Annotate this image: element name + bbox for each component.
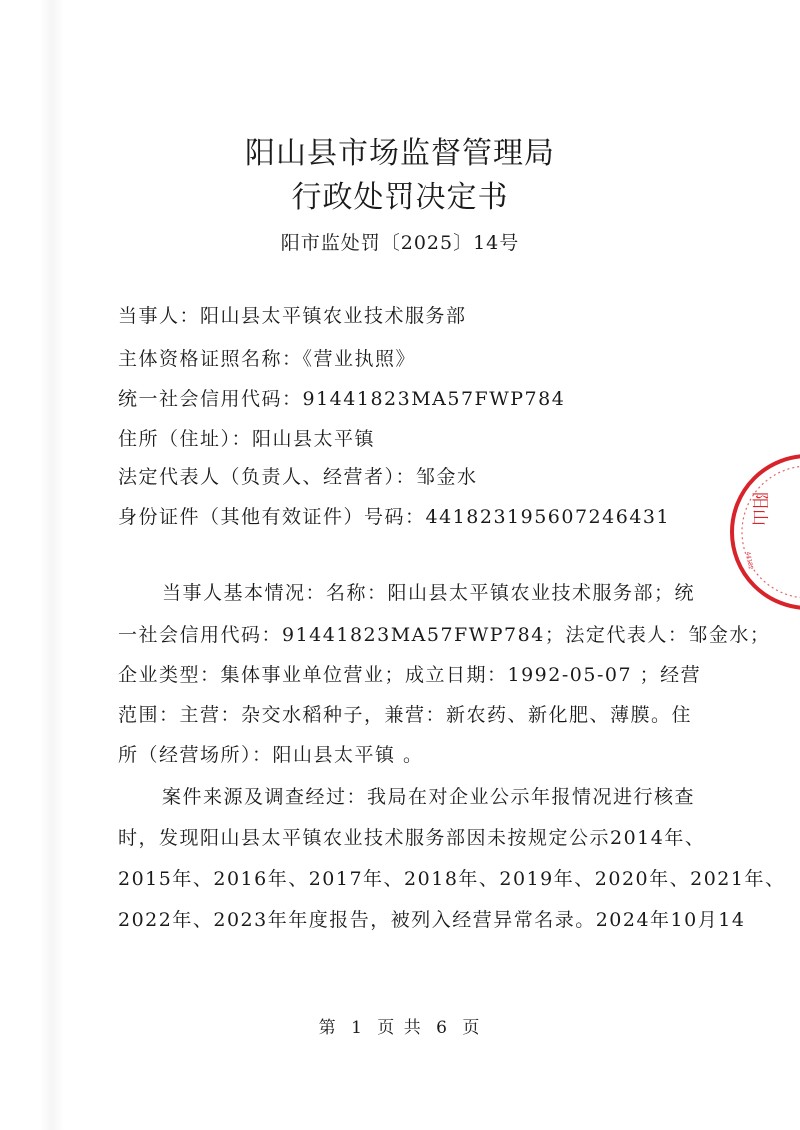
party-legal-rep: 法定代表人（负责人、经营者）：邹金水: [118, 466, 478, 488]
body-line: 案件来源及调查经过：我局在对企业公示年报情况进行核查: [162, 786, 696, 808]
body-line: 一社会信用代码：91441823MA57FWP784；法定代表人：邹金水；: [118, 624, 771, 646]
current-page-number: 1: [351, 1018, 364, 1038]
seal-serial: 44182: [744, 551, 755, 571]
body-line: 时，发现阳山县太平镇农业技术服务部因未按规定公示2014年、: [118, 827, 706, 849]
seal-inner-ring: [742, 466, 800, 598]
document-number: 阳市监处罚〔2025〕14号: [280, 232, 520, 254]
party-address: 住所（住址）：阳山县太平镇: [118, 428, 376, 450]
document-title: 行政处罚决定书: [291, 180, 509, 215]
page-footer: [0, 1013, 800, 1038]
body-line: 2022年、2023年年度报告，被列入经营异常名录。2024年10月14: [118, 909, 746, 931]
footer-suffix: 页: [462, 1018, 482, 1038]
official-seal: [728, 452, 800, 612]
seal-text: 阳山: [749, 492, 769, 526]
seal-outer-ring: [732, 456, 800, 608]
body-line: 范围：主营：杂交水稻种子，兼营：新农药、新化肥、薄膜。住: [118, 704, 693, 726]
total-page-count: 6: [436, 1018, 449, 1038]
footer-middle: 页 共: [377, 1018, 423, 1038]
body-line: 企业类型：集体事业单位营业；成立日期：1992-05-07 ；经营: [118, 664, 702, 686]
party-license: 主体资格证照名称：《营业执照》: [118, 348, 417, 370]
party-id-number: 身份证件（其他有效证件）号码：441823195607246431: [118, 506, 671, 528]
body-line: 2015年、2016年、2017年、2018年、2019年、2020年、2021年、: [118, 868, 786, 890]
seal-stamp-icon: [728, 452, 800, 612]
footer-prefix: 第: [318, 1018, 338, 1038]
body-line: 所（经营场所）：阳山县太平镇 。: [118, 744, 424, 766]
party-credit-code: 统一社会信用代码：91441823MA57FWP784: [118, 388, 566, 410]
body-line: 当事人基本情况：名称：阳山县太平镇农业技术服务部；统: [162, 582, 696, 604]
authority-title: 阳山县市场监督管理局: [245, 136, 555, 171]
party-name: 当事人：阳山县太平镇农业技术服务部: [118, 305, 467, 327]
